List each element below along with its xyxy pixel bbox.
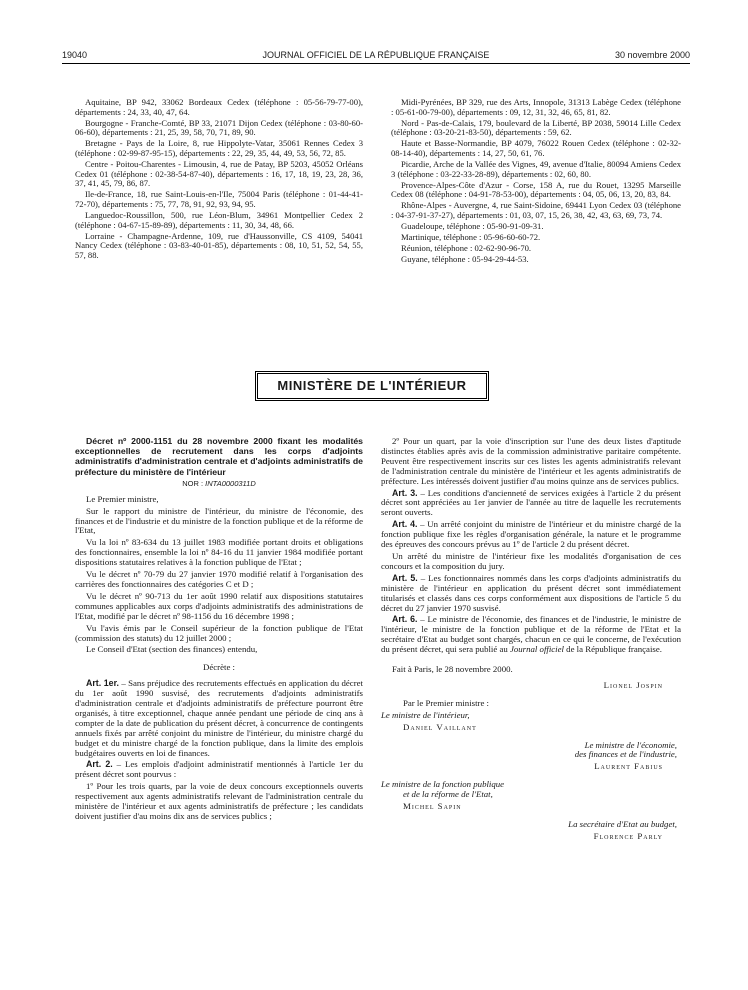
article-6 <box>381 615 681 655</box>
intro-paragraph: Vu la loi nº 83-634 du 13 juillet 1983 modifiée portant droits et obligations des fonctionnaires, ensemble la loi nº 84-16 du 11 janvier 1984 modifiée portant dispositions statutaires relatives à la fonction publique de l'Etat ; <box>75 537 363 568</box>
minister-economy-block <box>381 741 681 773</box>
minister-name: Michel Sapin <box>403 801 462 812</box>
region-entry: Nord - Pas-de-Calais, 179, boulevard de la Liberté, BP 2038, 59014 Lille Cedex (téléphone : 03-20-21-83-50), départements : 59, 62. <box>391 117 681 138</box>
intro-paragraph: Le Premier ministre, <box>86 493 159 504</box>
journal-title: JOURNAL OFFICIEL DE LA RÉPUBLIQUE FRANÇAISE <box>262 50 490 60</box>
minister-interior-block <box>381 711 681 733</box>
article-label: Art. 3. <box>392 487 418 498</box>
article-label: Art. 6. <box>392 614 418 625</box>
intro-paragraph: Vu le décret nº 70-79 du 27 janvier 1970 modifié relatif à l'organisation des carrières des fonctionnaires des catégories C et D ; <box>75 569 363 589</box>
phone-entry: Guadeloupe, téléphone : 05-90-91-09-31. <box>401 221 544 232</box>
region-entry: Midi-Pyrénées, BP 329, rue des Arts, Innopole, 31313 Labège Cedex (téléphone : 05-61-00-79-00), départements : 09, 12, 31, 32, 46, 65, 81, 82. <box>391 97 681 117</box>
article-2-point-2: 2º Pour un quart, par la voie d'inscription sur l'une des deux listes d'aptitude distinctes établies après avis de la commission administrative paritaire compétente. Peuvent être respectivement inscrits sur ces listes les agents administratifs relevant de l'administration centrale du ministère de l'intérieur et les agents administratifs de préfecture. Les intéressés doivent justifier d'au moins quinze ans de services publics. <box>381 436 681 486</box>
article-2 <box>75 760 363 780</box>
region-entry: Haute et Basse-Normandie, BP 4079, 76022 Rouen Cedex (téléphone : 02-32-08-14-40), départements : 14, 27, 50, 61, 76. <box>391 138 681 158</box>
section-title: MINISTÈRE DE L'INTÉRIEUR <box>255 371 489 401</box>
minister-name: Daniel Vaillant <box>403 721 477 732</box>
article-text: – Un arrêté conjoint du ministre de l'intérieur et du ministre chargé de la fonction publique fixe les règles d'organisation générale, la nature et le programme des épreuves des concours prévus au 1º de l'article 2 du présent décret. <box>381 519 682 550</box>
region-entry: Lorraine - Champagne-Ardenne, 109, rue d'Haussonville, CS 4109, 54041 Nancy Cedex (téléphone : 03-83-40-01-85), départements : 08, 10, 51, 52, 54, 55, 57, 88. <box>75 230 363 260</box>
issue-date: 30 novembre 2000 <box>614 50 690 60</box>
region-entry: Aquitaine, BP 942, 33062 Bordeaux Cedex (téléphone : 05-56-79-77-00), départements : 24, 33, 40, 47, 64. <box>75 97 363 117</box>
secretary-budget-block <box>381 820 681 842</box>
minister-title: Le ministre de la fonction publique <box>381 779 505 790</box>
minister-name: Florence Parly <box>593 830 663 841</box>
minister-title: Le ministre de l'économie, <box>584 739 677 750</box>
minister-title: Le ministre de l'intérieur, <box>381 709 470 720</box>
decree-right-column <box>381 437 681 850</box>
header-rule <box>62 63 690 64</box>
page-header <box>62 46 690 64</box>
article-label: Art. 2. <box>86 759 113 770</box>
article-2-point-1: 1º Pour les trois quarts, par la voie de deux concours exceptionnels ouverts respectivement aux agents administratifs relevant de l'administration centrale du ministère de l'intérieur et aux agents administratifs de préfecture ; les candidats doivent justifier d'au moins dix ans de services publics ; <box>75 781 363 821</box>
article-label: Art. 4. <box>392 519 418 530</box>
intro-paragraph: Le Conseil d'Etat (section des finances) entendu, <box>86 644 258 655</box>
article-1 <box>75 679 363 758</box>
article-5 <box>381 574 681 614</box>
minister-title: La secrétaire d'Etat au budget, <box>568 819 677 829</box>
minister-name: Laurent Fabius <box>594 761 663 772</box>
article-text: – Les fonctionnaires nommés dans les corps d'adjoints administratifs du ministère de l'intérieur en application du présent décret sont immédiatement titularisés et classés dans ces corps conformément aux dispositions de l'article 5 du décret du 27 janvier 1970 susvisé. <box>381 572 682 613</box>
regions-left-column <box>75 98 363 262</box>
phone-entry: Martinique, téléphone : 05-96-60-60-72. <box>401 232 541 243</box>
decree-left-column <box>75 436 363 824</box>
article-text: – Sans préjudice des recrutements effectués en application du décret du 1er août 1990 susvisé, des recrutements d'adjoints administratifs d'administration centrale et d'adjoints administratifs de préfecture pourront être organisés, à titre exceptionnel, chaque année pendant une période de cinq ans à compter de la date de publication du présent décret, à concurrence de contingents annuels fixés par arrêté conjoint du ministre de l'intérieur, du ministre chargé du budget et du ministre chargé de la fonction publique, dans la limite des emplois budgétaires ouverts en loi de finances. <box>75 678 363 758</box>
region-entry: Picardie, Arche de la Vallée des Vignes, 49, avenue d'Italie, 80094 Amiens Cedex 3 (téléphone : 03-22-33-28-89), départements : 02, 60, 80. <box>391 159 681 179</box>
article-text-end: de la République française. <box>563 644 662 655</box>
minister-title-cont: et de la réforme de l'Etat, <box>403 789 493 800</box>
region-entry: Rhône-Alpes - Auvergne, 4, rue Saint-Sidoine, 69441 Lyon Cedex 03 (téléphone : 04-37-91-37-27), départements : 01, 03, 07, 15, 26, 38, 42, 43, 63, 69, 73, 74. <box>391 200 681 221</box>
decree-title: Décret nº 2000-1151 du 28 novembre 2000 fixant les modalités exceptionnelles de recrutement dans les corps d'adjoints administratifs d'administration centrale et d'adjoints administratifs de préfecture du ministère de l'intérieur <box>75 436 363 477</box>
page-number: 19040 <box>62 50 88 60</box>
article-4-paragraph-2: Un arrêté du ministre de l'intérieur fixe les modalités d'organisation de ces concours et la composition du jury. <box>381 550 681 571</box>
article-label: Art. 5. <box>392 572 418 583</box>
region-entry: Bourgogne - Franche-Comté, BP 33, 21071 Dijon Cedex (téléphone : 03-80-60-06-60), départements : 21, 25, 39, 58, 70, 71, 89, 90. <box>75 117 363 138</box>
article-4 <box>381 520 681 550</box>
minister-public-service-block <box>381 780 681 812</box>
intro-paragraph: Vu le décret nº 90-713 du 1er août 1990 relatif aux dispositions statutaires communes applicables aux corps d'adjoints administratifs des administrations de l'Etat, modifié par le décret nº 98-1156 du 16 décembre 1998 ; <box>75 590 363 621</box>
region-entry: Provence-Alpes-Côte d'Azur - Corse, 158 A, rue du Rouet, 13295 Marseille Cedex 08 (téléphone : 04-91-78-53-00), départements : 04, 05, 06, 13, 20, 83, 84. <box>391 179 681 200</box>
region-entry: Languedoc-Roussillon, 500, rue Léon-Blum, 34961 Montpellier Cedex 2 (téléphone : 04-67-15-89-89), départements : 11, 30, 34, 48, 66. <box>75 210 363 230</box>
nor-label: NOR : <box>182 478 204 488</box>
intro-paragraph: Sur le rapport du ministre de l'intérieur, du ministre de l'économie, des finances et de l'industrie et du ministre de la fonction publique et de la réforme de l'Etat, <box>75 505 363 536</box>
region-entry: Centre - Poitou-Charentes - Limousin, 4, rue de Patay, BP 5203, 45052 Orléans Cedex 01 (téléphone : 02-38-54-87-40), départements : 16, 17, 18, 19, 23, 28, 36, 37, 41, 45, 79, 86, 87. <box>75 159 363 189</box>
nor-code: INTA0000311D <box>205 478 256 488</box>
article-text: – Les conditions d'ancienneté de services exigées à l'article 2 du présent décret sont appréciées au 1er janvier de l'année au titre de laquelle les recrutements seront ouverts. <box>381 487 681 518</box>
par-premier-ministre: Par le Premier ministre : <box>403 697 489 708</box>
signing-place-date: Fait à Paris, le 28 novembre 2000. <box>392 664 513 675</box>
intro-paragraph: Vu l'avis émis par le Conseil supérieur de la fonction publique de l'Etat (commission des statuts) du 12 juillet 2000 ; <box>75 622 363 643</box>
article-text: – Les emplois d'adjoint administratif mentionnés à l'article 1er du présent décret sont pourvus : <box>75 759 363 780</box>
minister-title-cont: des finances et de l'industrie, <box>574 749 677 760</box>
article-text: – Le ministre de l'économie, des finances et de l'industrie, le ministre de l'intérieur, le ministre de la fonction publique et de la réforme de l'Etat et la secrétaire d'Etat au budget sont chargés, chacun en ce qui le concerne, de l'exécution du présent décret, qui sera publié au <box>381 614 681 655</box>
decrete-heading: Décrète : <box>203 662 235 673</box>
region-entry: Bretagne - Pays de la Loire, 8, rue Hippolyte-Vatar, 35061 Rennes Cedex 3 (téléphone : 02-99-87-95-15), départements : 22, 29, 35, 44, 49, 53, 56, 72, 85. <box>75 138 363 158</box>
phone-entry: Réunion, téléphone : 02-62-90-96-70. <box>401 243 532 254</box>
journal-reference: Journal officiel <box>509 644 564 655</box>
article-label: Art. 1er. <box>86 678 119 689</box>
prime-minister-signature: Lionel Jospin <box>603 679 663 690</box>
phone-entry: Guyane, téléphone : 05-94-29-44-53. <box>401 254 529 265</box>
nor-reference <box>75 479 363 489</box>
regions-right-column <box>391 98 681 267</box>
region-entry: Ile-de-France, 18, rue Saint-Louis-en-l'Ile, 75004 Paris (téléphone : 01-44-41-72-70), départements : 75, 77, 78, 91, 92, 93, 94, 95. <box>75 189 363 209</box>
article-3 <box>381 489 681 519</box>
